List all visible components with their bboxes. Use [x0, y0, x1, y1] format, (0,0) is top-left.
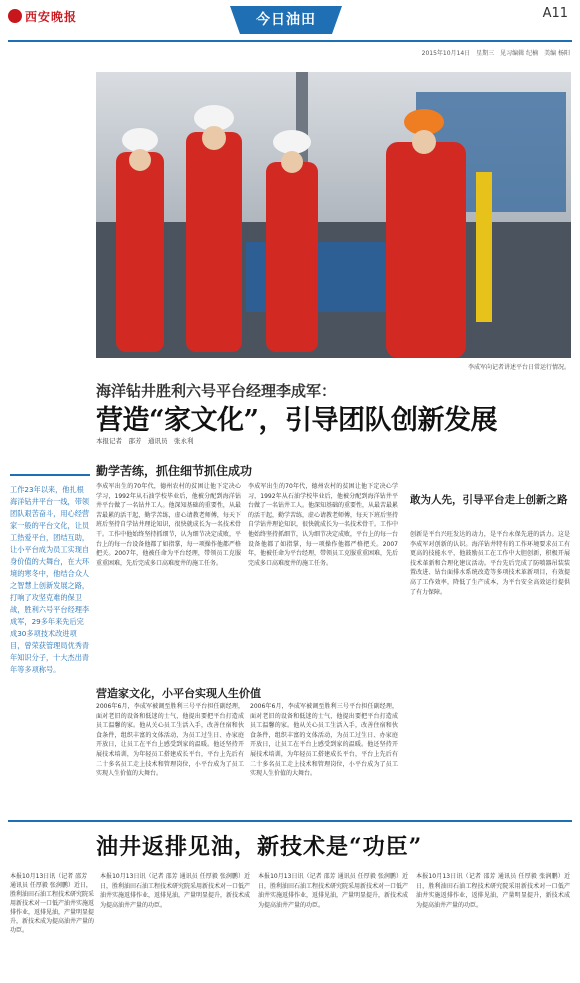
section-body-2a: 2006年6月，李成军被调至胜利三号平台担任副经理，面对老旧的设备和低迷的士气，他提出要把平台打造成员工温馨的家。他从关心员工生活入手，改善住宿和伙食条件，组织丰富的文体活动，为员工过生日、办家庭开放日，让员工在平台上感受到家的温暖。他还坚持开展技术培训，为年轻员工搭建成长平台，平台上先后有二十多名员工走上技术和管理岗位，小平台成为了员工实现人生价值的大舞台。	[96, 703, 244, 778]
section-title: 今日油田	[240, 6, 332, 34]
bottom-article-lead: 本报10月13日讯（记者 邵芳 通讯员 任厚毅 张润鹏）近日，胜利油田石油工程技术研究院采用新技术对一口低产油井实施返排作业，返排见油，产量明显提升，新技术成为提高油井产量的功臣。	[10, 873, 95, 934]
section-body-1a: 李成军出生的70年代，德州农村的贫困让他下定决心学习，1992年从石油学校毕业后，他被分配到海洋钻井平台做了一名钻井工人。他深知基础的重要性，从最苦最累的活干起，勤学苦练，虚心请教老师傅，每天下班后坚持自学钻井理论知识，很快就成长为一名技术骨干。工作中他始终坚持抓细节，认为细节决定成败，平台上的每一台设备他都了如指掌，每一项操作他都严格把关。2007年，他被任命为平台经理，带领员工克服重重困难，先后完成多口高难度井的施工任务。	[96, 483, 241, 567]
newspaper-logo	[8, 7, 77, 25]
section-heading-3: 敢为人先，引导平台走上创新之路	[410, 494, 568, 506]
section-body-3: 创新是平台兴旺发达的动力，是平台永保先进的活力。这是李成军对创新的认识。海洋钻井特有的工作环境要求员工有更高的技能水平，他鼓励员工在工作中大胆创新，积极开展技术革新和合理化建议活动。平台先后完成了防喷器吊装装置改进、钻台面排水系统改造等多项技术革新项目，有效提高了工作效率，降低了生产成本，为平台安全高效运行提供了有力保障。	[410, 531, 570, 596]
section-heading-2: 营造家文化，小平台实现人生价值	[96, 687, 261, 700]
page-number: A11	[542, 6, 568, 21]
article-kicker: 海洋钻井胜利六号平台经理李成军：	[96, 382, 337, 400]
header-rule	[8, 40, 572, 42]
article-lead-sidebar: 工作23年以来，他扎根海洋钻井平台一线，带领团队艰苦奋斗，用心经营家一般的平台文化，让员工热爱平台，团结互助，让小平台成为员工实现自身价值的大舞台，在大环境的寒冬中，他结合众人之智慧上创新发展之路，打响了攻坚克难的保卫战，胜利六号平台经理李成军，29多年来先后完成30多项技术改进项目，曾荣获管理局优秀青年知识分子，十大杰出青年等多项称号。	[10, 485, 90, 674]
logo-seal-icon	[8, 9, 22, 23]
photo-caption: 李成军向记者讲述平台日常运行情况。	[467, 364, 570, 371]
paper-name: 西安晚报	[25, 9, 78, 24]
article-byline: 本报记者 邵芳 通讯员 张永利	[96, 437, 194, 445]
article-headline: 营造“家文化”，引导团队创新发展	[96, 405, 498, 436]
bottom-body-c: 本报10月13日讯（记者 邵芳 通讯员 任厚毅 张润鹏）近日，胜利油田石油工程技术研究院采用新技术对一口低产油井实施返排作业，返排见油，产量明显提升，新技术成为提高油井产量的功臣。	[416, 873, 570, 909]
article-photo	[96, 72, 571, 358]
masthead	[0, 0, 580, 44]
section-body-1b: 李成军出生的70年代，德州农村的贫困让他下定决心学习，1992年从石油学校毕业后，他被分配到海洋钻井平台做了一名钻井工人。他深知基础的重要性，从最苦最累的活干起，勤学苦练，虚心请教老师傅，每天下班后坚持自学钻井理论知识，很快就成长为一名技术骨干。工作中他始终坚持抓细节，认为细节决定成败，平台上的每一台设备他都了如指掌，每一项操作他都严格把关。2007年，他被任命为平台经理，带领员工克服重重困难，先后完成多口高难度井的施工任务。	[248, 483, 398, 567]
photo-illustration	[96, 72, 571, 358]
bottom-body-b: 本报10月13日讯（记者 邵芳 通讯员 任厚毅 张润鹏）近日，胜利油田石油工程技术研究院采用新技术对一口低产油井实施返排作业，返排见油，产量明显提升，新技术成为提高油井产量的功臣。	[258, 873, 408, 909]
section-heading-1: 勤学苦练，抓住细节抓住成功	[96, 464, 253, 478]
bottom-body-a: 本报10月13日讯（记者 邵芳 通讯员 任厚毅 张润鹏）近日，胜利油田石油工程技术研究院采用新技术对一口低产油井实施返排作业，返排见油，产量明显提升，新技术成为提高油井产量的功臣。	[100, 873, 250, 909]
bottom-headline: 油井返排见油，新技术是“功臣”	[96, 834, 423, 860]
section-body-2b: 2006年6月，李成军被调至胜利三号平台担任副经理，面对老旧的设备和低迷的士气，他提出要把平台打造成员工温馨的家。他从关心员工生活入手，改善住宿和伙食条件，组织丰富的文体活动，为员工过生日、办家庭开放日，让员工在平台上感受到家的温暖。他还坚持开展技术培训，为年轻员工搭建成长平台，平台上先后有二十多名员工走上技术和管理岗位，小平台成为了员工实现人生价值的大舞台。	[250, 703, 398, 778]
dateline: 2015年10月14日 星期三 见习编辑 纪楠 美编 杨阳	[421, 50, 570, 57]
bottom-rule	[8, 820, 572, 822]
